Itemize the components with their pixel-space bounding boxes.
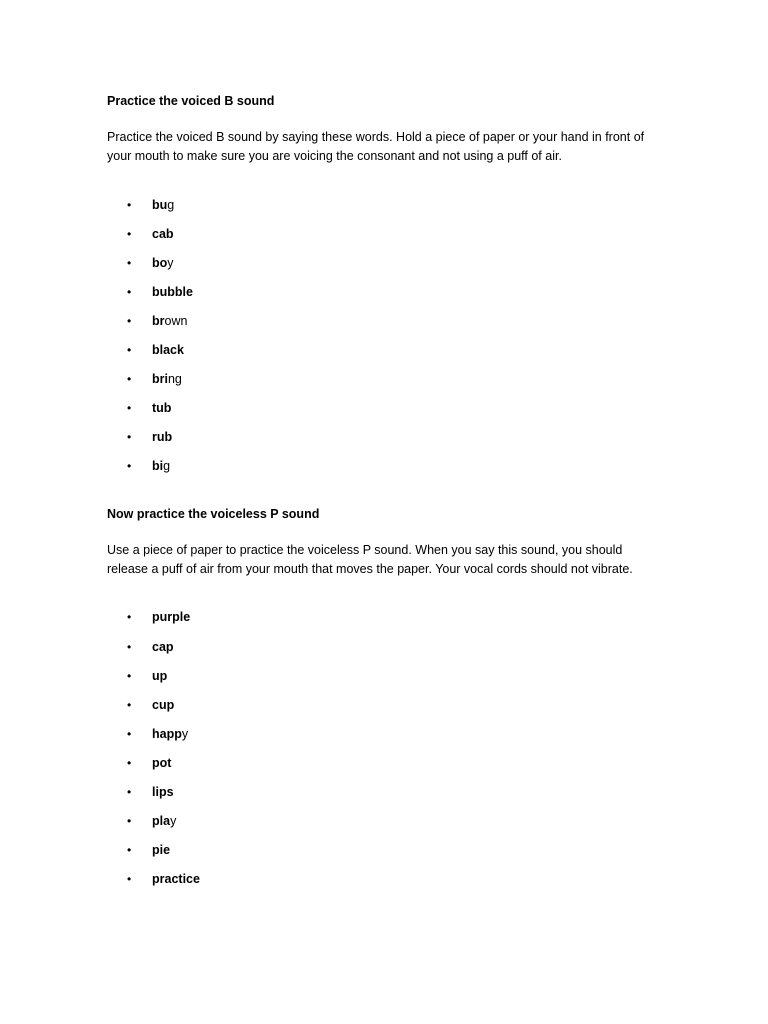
- word-rest-part: g: [163, 459, 171, 473]
- word-bold-part: happ: [152, 727, 182, 741]
- bullet-icon: •: [127, 430, 132, 444]
- practice-word: [152, 783, 174, 801]
- word-bold-part: tub: [152, 401, 172, 415]
- list-item: [0, 696, 300, 714]
- bullet-icon: •: [127, 640, 132, 654]
- bullet-icon: •: [127, 198, 132, 212]
- bullet-icon: •: [127, 372, 132, 386]
- word-bold-part: pie: [152, 843, 171, 857]
- bullet-icon: •: [127, 314, 132, 328]
- word-rest-part: own: [164, 314, 188, 328]
- practice-word: [152, 341, 184, 359]
- practice-word: [152, 870, 200, 888]
- section-b-intro-line-2: your mouth to make sure you are voicing the consonant and not using a puff of air.: [107, 149, 562, 163]
- word-bold-part: pot: [152, 756, 172, 770]
- word-bold-part: bubble: [152, 285, 193, 299]
- list-item: [0, 870, 300, 888]
- list-item: [0, 370, 300, 388]
- list-item: [0, 254, 300, 272]
- bullet-icon: •: [127, 727, 132, 741]
- word-bold-part: purple: [152, 610, 191, 624]
- list-item: [0, 638, 300, 656]
- list-item: [0, 312, 300, 330]
- practice-word: [152, 667, 167, 685]
- bullet-icon: •: [127, 669, 132, 683]
- practice-word: [152, 812, 176, 830]
- bullet-icon: •: [127, 227, 132, 241]
- bullet-icon: •: [127, 343, 132, 357]
- practice-word: [152, 283, 193, 301]
- bullet-icon: •: [127, 459, 132, 473]
- list-item: [0, 225, 300, 243]
- word-bold-part: rub: [152, 430, 173, 444]
- word-bold-part: bi: [152, 459, 164, 473]
- section-b-heading: Practice the voiced B sound: [107, 94, 275, 108]
- section-p-intro-line-1: Use a piece of paper to practice the voiceless P sound. When you say this sound, you should: [107, 543, 623, 557]
- list-item: [0, 428, 300, 446]
- word-bold-part: black: [152, 343, 184, 357]
- practice-word: [152, 608, 190, 626]
- practice-word: [152, 196, 174, 214]
- word-bold-part: practice: [152, 872, 200, 886]
- bullet-icon: •: [127, 698, 132, 712]
- list-item: [0, 725, 300, 743]
- practice-word: [152, 638, 174, 656]
- word-bold-part: cab: [152, 227, 174, 241]
- list-item: [0, 608, 300, 626]
- list-item: [0, 754, 300, 772]
- bullet-icon: •: [127, 843, 132, 857]
- section-b-intro-line-1: Practice the voiced B sound by saying these words. Hold a piece of paper or your hand in front of: [107, 130, 645, 144]
- section-p-heading: Now practice the voiceless P sound: [107, 507, 320, 521]
- word-rest-part: y: [181, 727, 189, 741]
- list-item: [0, 841, 300, 859]
- practice-word: [152, 225, 174, 243]
- bullet-icon: •: [127, 285, 132, 299]
- practice-word: [152, 370, 182, 388]
- list-item: [0, 783, 300, 801]
- list-item: [0, 667, 300, 685]
- list-item: [0, 457, 300, 475]
- list-item: [0, 341, 300, 359]
- bullet-icon: •: [127, 610, 132, 624]
- bullet-icon: •: [127, 872, 132, 886]
- word-rest-part: y: [167, 256, 174, 270]
- practice-word: [152, 312, 187, 330]
- word-bold-part: up: [152, 669, 168, 683]
- word-bold-part: pla: [152, 814, 171, 828]
- practice-word: [152, 754, 171, 772]
- word-rest-part: g: [167, 198, 175, 212]
- bullet-icon: •: [127, 256, 132, 270]
- practice-word: [152, 696, 174, 714]
- word-bold-part: br: [152, 314, 165, 328]
- section-b-intro: [107, 128, 667, 166]
- word-rest-part: y: [170, 814, 177, 828]
- list-item: [0, 196, 300, 214]
- word-rest-part: ng: [167, 372, 182, 386]
- word-bold-part: cap: [152, 640, 174, 654]
- practice-word: [152, 254, 174, 272]
- bullet-icon: •: [127, 785, 132, 799]
- bullet-icon: •: [127, 756, 132, 770]
- word-bold-part: bu: [152, 198, 168, 212]
- practice-word: [152, 457, 170, 475]
- practice-word: [152, 428, 172, 446]
- section-p-intro: [107, 541, 667, 579]
- word-bold-part: cup: [152, 698, 175, 712]
- bullet-icon: •: [127, 814, 132, 828]
- section-p-intro-line-2: release a puff of air from your mouth that moves the paper. Your vocal cords should not vibrate.: [107, 562, 633, 576]
- practice-word: [152, 399, 171, 417]
- word-bold-part: bo: [152, 256, 168, 270]
- word-bold-part: bri: [152, 372, 168, 386]
- list-item: [0, 283, 300, 301]
- list-item: [0, 812, 300, 830]
- list-item: [0, 399, 300, 417]
- practice-word: [152, 725, 188, 743]
- word-bold-part: lips: [152, 785, 174, 799]
- bullet-icon: •: [127, 401, 132, 415]
- practice-word: [152, 841, 170, 859]
